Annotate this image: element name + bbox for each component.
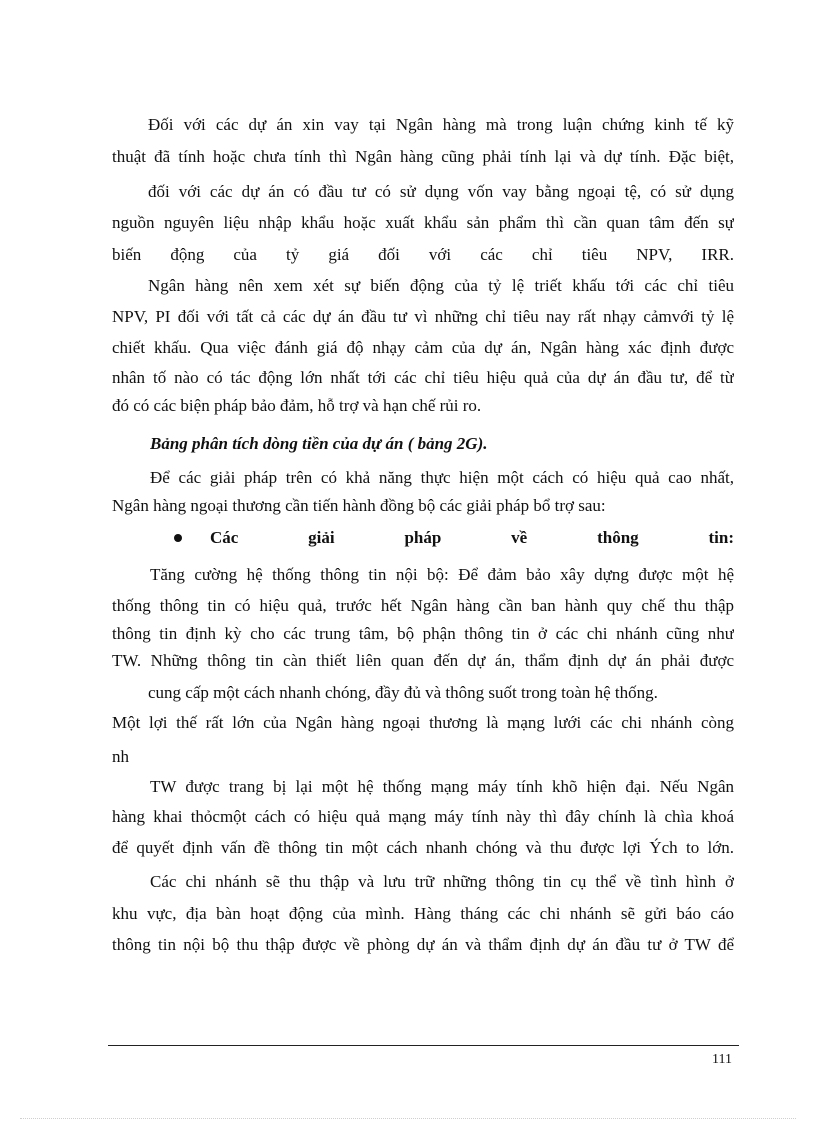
text-line: nhân tố nào có tác động lớn nhất tới các chỉ tiêu hiệu quả của dự án đầu tư, để từ — [112, 368, 734, 387]
text-line: Tăng cường hệ thống thông tin nội bộ: Để đảm bảo xây dựng được một hệ — [150, 565, 734, 584]
text-line: Đối với các dự án xin vay tại Ngân hàng mà trong luận chứng kinh tế kỹ — [148, 115, 734, 134]
text-line: thông tin nội bộ thu thập được về phòng dự án và thẩm định dự án đầu tư ở TW để — [112, 935, 734, 954]
text-line: nh — [112, 747, 129, 766]
text-line: Các chi nhánh sẽ thu thập và lưu trữ những thông tin cụ thể về tình hình ở — [150, 872, 734, 891]
text-line: Ngân hàng ngoại thương cần tiến hành đồng bộ các giải pháp bổ trợ sau: — [112, 496, 606, 515]
page-number: 111 — [712, 1052, 732, 1067]
text-line: thống thông tin có hiệu quả, trước hết Ngân hàng cần ban hành quy chế thu thập — [112, 596, 734, 615]
section-heading: Bảng phân tích dòng tiền của dự án ( bảng 2G). — [150, 434, 488, 453]
footer-rule — [108, 1045, 739, 1046]
text-line: hàng khai thỏcmột cách có hiệu quả mạng máy tính này thì đây chính là chìa khoá — [112, 807, 734, 826]
text-line: đó có các biện pháp bảo đảm, hỗ trợ và hạn chế rủi ro. — [112, 396, 482, 415]
text-line: biến động của tỷ giá đối với các chỉ tiêu NPV, IRR. — [112, 245, 734, 264]
text-line: thuật đã tính hoặc chưa tính thì Ngân hàng cũng phải tính lại và dự tính. Đặc biệt, — [112, 147, 734, 166]
text-line: nguồn nguyên liệu nhập khẩu hoặc xuất khẩu sản phẩm thì cần quan tâm đến sự — [112, 213, 734, 232]
page-bottom-border — [20, 1118, 796, 1119]
text-line: thông tin định kỳ cho các trung tâm, bộ phận thông tin ở các chi nhánh cũng như — [112, 624, 734, 643]
text-line: TW. Những thông tin càn thiết liên quan đến dự án, thẩm định dự án phải được — [112, 651, 734, 670]
bullet-icon — [174, 534, 182, 542]
text-line: để quyết định vấn đề thông tin một cách nhanh chóng và thu được lợi Ých to lớn. — [112, 838, 734, 857]
text-line: TW được trang bị lại một hệ thống mạng máy tính khõ hiện đại. Nếu Ngân — [150, 777, 734, 796]
text-line: chiết khấu. Qua việc đánh giá độ nhạy cảm của dự án, Ngân hàng xác định được — [112, 338, 734, 357]
text-line: đối với các dự án có đầu tư có sử dụng vốn vay bằng ngoại tệ, có sử dụng — [148, 182, 734, 201]
text-line: cung cấp một cách nhanh chóng, đầy đủ và thông suốt trong toàn hệ thống. — [148, 683, 658, 702]
text-line: Một lợi thế rất lớn của Ngân hàng ngoại thương là mạng lưới các chi nhánh còng — [112, 713, 734, 732]
text-line: khu vực, địa bàn hoạt động của mình. Hàng tháng các chi nhánh sẽ gửi báo cáo — [112, 904, 734, 923]
text-line: NPV, PI đối với tất cả các dự án đầu tư vì những chỉ tiêu nay rất nhạy cảmvới tỷ lệ — [112, 307, 734, 326]
text-line: Để các giải pháp trên có khả năng thực hiện một cách có hiệu quả cao nhất, — [150, 468, 734, 487]
bullet-item — [168, 526, 734, 550]
text-line: Ngân hàng nên xem xét sự biến động của tỷ lệ triết khấu tới các chỉ tiêu — [148, 276, 734, 295]
bullet-text: Các giải pháp về thông tin: — [210, 528, 734, 547]
